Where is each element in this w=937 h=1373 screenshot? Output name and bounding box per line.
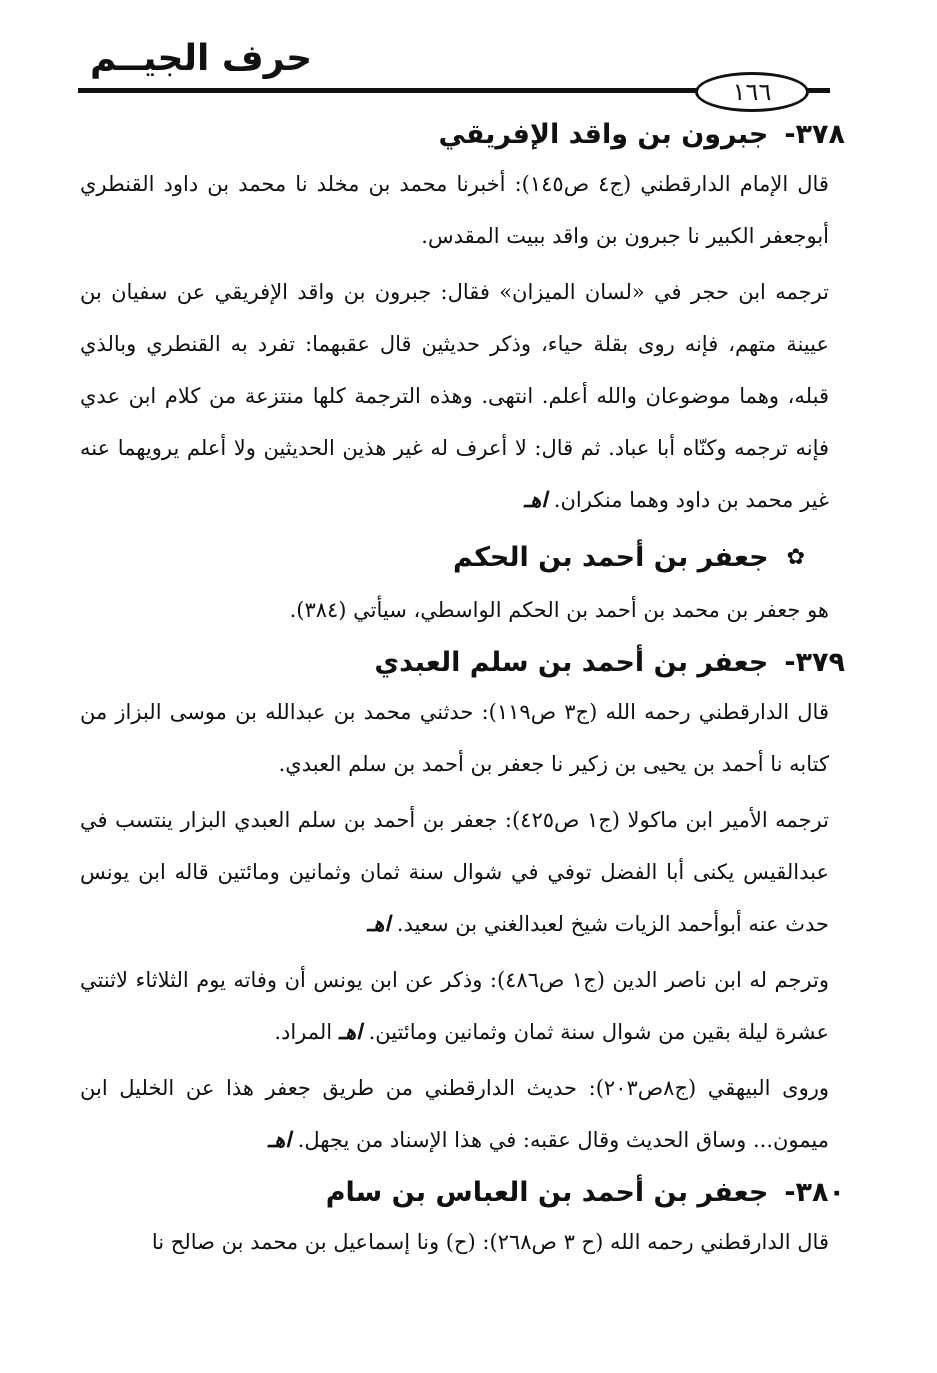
paragraph: قال الإمام الدارقطني (ج٤ ص١٤٥): أخبرنا محمد بن مخلد نا محمد بن داود القنطري أبوجعفر الكبير نا جبرون بن واقد ببيت المقدس. (80, 172, 829, 248)
end-mark: اهـ (524, 487, 548, 512)
entry-heading-378 (80, 112, 845, 158)
end-mark: اهـ (338, 1019, 362, 1044)
paragraph: قال الدارقطني رحمه الله (ح ٣ ص٢٦٨): (ح) ونا إسماعيل بن محمد بن صالح نا (151, 1230, 829, 1254)
page-body (80, 112, 845, 1272)
entry-number: ٣٧٩- (784, 647, 845, 678)
paragraph-text: وروى البيهقي (ج٨ص٢٠٣): حديث الدارقطني من طريق جعفر هذا عن الخليل ابن ميمون... وساق الحديث وقال عقبه: في هذا الإسناد من يجهل. (80, 1076, 829, 1152)
entry-number: ٣٧٨- (784, 119, 845, 150)
paragraph-text: وترجم له ابن ناصر الدين (ج١ ص٤٨٦): وذكر عن ابن يونس أن وفاته يوم الثلاثاء لاثنتي عشرة ليلة بقين من شوال سنة ثمان وثمانين ومائتين. (80, 968, 829, 1044)
paragraph (80, 1062, 845, 1166)
paragraph-tail: المراد. (274, 1020, 333, 1044)
paragraph-text: ترجمه ابن حجر في «لسان الميزان» فقال: جبرون بن واقد الإفريقي عن سفيان بن عيينة متهم، فإنه روى بقلة حياء، وذكر حديثين قال عقبهما: تفرد به القنطري وبالذي قبله، وهما موضوعان والله أعلم. انتهى. وهذه الترجمة كلها منتزعة من كلام ابن عدي فإنه ترجمه وكنّاه أبا عباد. ثم قال: لا أعرف له غير هذين الحديثين ولا أعلم يرويهما عنه غير محمد بن داود وهما منكران. (80, 280, 829, 512)
paragraph (80, 794, 845, 950)
entry-name: جعفر بن أحمد بن سلم العبدي (374, 647, 769, 678)
paragraph: هو جعفر بن محمد بن أحمد بن الحكم الواسطي، سيأتي (٣٨٤). (289, 598, 829, 622)
entry-heading-379 (80, 640, 845, 686)
paragraph-text: ترجمه الأمير ابن ماكولا (ج١ ص٤٢٥): جعفر بن أحمد بن سلم العبدي البزار ينتسب في عبدالقيس يكنى أبا الفضل توفي في شوال سنة ثمان وثمانين ومائتين قاله ابن يونس حدث عنه أبوأحمد الزيات شيخ لعبدالغني بن سعيد. (80, 808, 829, 936)
entry-number: ٣٨٠- (784, 1177, 845, 1208)
paragraph (80, 266, 845, 526)
flower-ornament-icon: ✿ (786, 545, 805, 570)
entry-name: جعفر بن أحمد بن العباس بن سام (325, 1177, 769, 1208)
page-number: ١٦٦ (695, 72, 809, 112)
paragraph: قال الدارقطني رحمه الله (ج٣ ص١١٩): حدثني محمد بن عبدالله بن موسى البزاز من كتابه نا أحمد بن يحيى بن زكير نا جعفر بن أحمد بن سلم العبدي. (80, 700, 829, 776)
paragraph (80, 954, 845, 1058)
chapter-title: حرف الجيــم (90, 38, 313, 79)
entry-heading-380 (80, 1170, 845, 1216)
entry-name: جبرون بن واقد الإفريقي (438, 119, 769, 150)
end-mark: اهـ (367, 911, 391, 936)
page-header (70, 30, 830, 106)
cross-reference-heading (80, 532, 845, 584)
entry-name: جعفر بن أحمد بن الحكم (453, 542, 769, 573)
end-mark: اهـ (267, 1127, 291, 1152)
